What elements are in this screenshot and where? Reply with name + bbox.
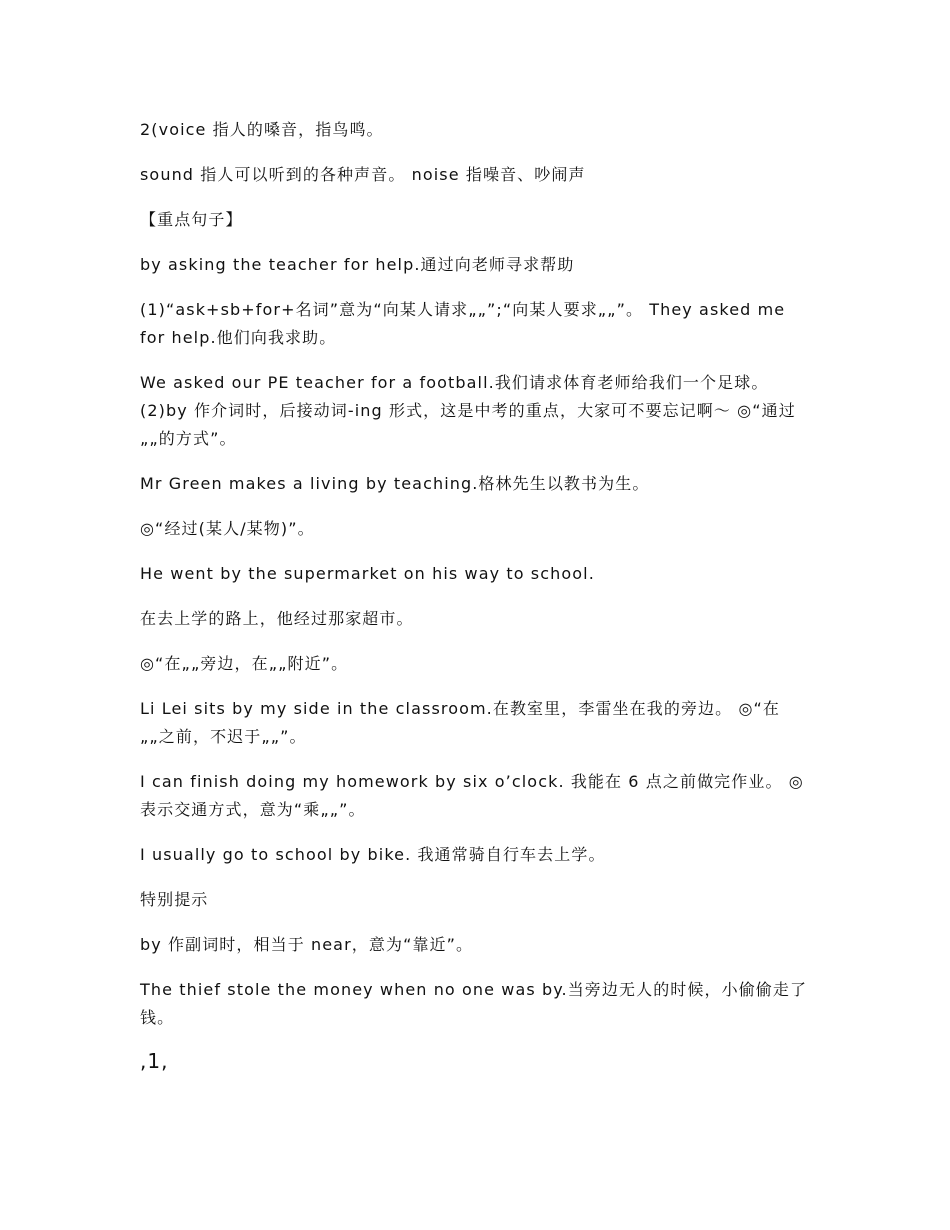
paragraph-by-preposition: We asked our PE teacher for a football.我们请求体育老师给我们一个足球。 (2)by 作介词时，后接动词-ing 形式，这是中考的重点，大家可不要忘记啊～ ◎“通过„„的方式”。 <box>140 373 796 448</box>
paragraph-special-note: 特别提示 <box>140 890 209 909</box>
paragraph-example-thief: The thief stole the money when no one was by.当旁边无人的时候，小偷偷走了钱。 <box>140 980 808 1027</box>
paragraph-ask-for: (1)“ask+sb+for+名词”意为“向某人请求„„”;“向某人要求„„”。 They asked me for help.他们向我求助。 <box>140 300 786 347</box>
paragraph-example-supermarket: He went by the supermarket on his way to school. <box>140 564 595 583</box>
paragraph-by-adverb: by 作副词时，相当于 near，意为“靠近”。 <box>140 935 474 954</box>
section-heading-key-sentences: 【重点句子】 <box>140 210 243 229</box>
paragraph-example-bike: I usually go to school by bike. 我通常骑自行车去上学。 <box>140 845 606 864</box>
document-body <box>140 116 810 1073</box>
paragraph-example-teaching: Mr Green makes a living by teaching.格林先生以教书为生。 <box>140 474 650 493</box>
page-number: ,1, <box>140 1049 169 1073</box>
paragraph-voice-meaning: 2(voice 指人的嗓音，指鸟鸣。 <box>140 120 384 139</box>
paragraph-meaning-beside: ◎“在„„旁边，在„„附近”。 <box>140 654 349 673</box>
paragraph-sound-noise: sound 指人可以听到的各种声音。 noise 指噪音、吵闹声 <box>140 165 586 184</box>
paragraph-example-homework: I can finish doing my homework by six o’clock. 我能在 6 点之前做完作业。 ◎表示交通方式，意为“乘„„”。 <box>140 772 804 819</box>
paragraph-meaning-pass-by: ◎“经过(某人/某物)”。 <box>140 519 315 538</box>
paragraph-key-sentence: by asking the teacher for help.通过向老师寻求帮助 <box>140 255 575 274</box>
paragraph-example-classroom: Li Lei sits by my side in the classroom.在教室里，李雷坐在我的旁边。 ◎“在„„之前，不迟于„„”。 <box>140 699 780 746</box>
paragraph-translation-supermarket: 在去上学的路上，他经过那家超市。 <box>140 609 414 628</box>
